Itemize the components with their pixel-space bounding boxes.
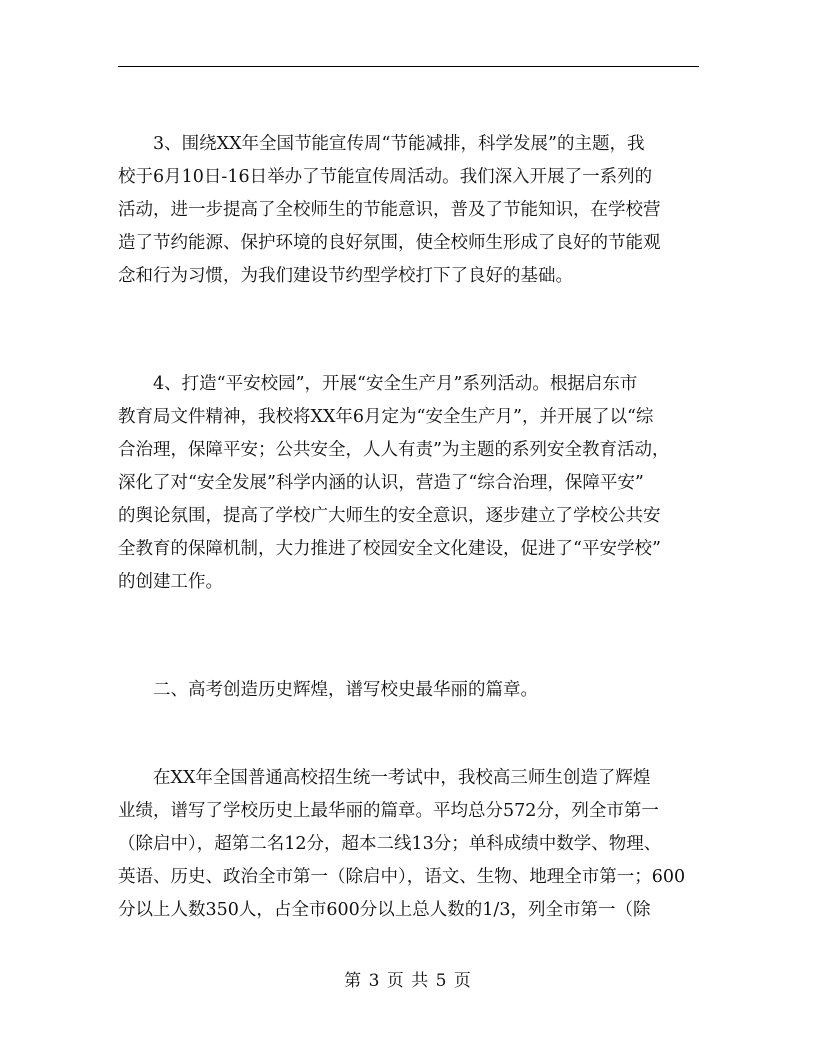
paragraph-safe-campus <box>118 368 700 599</box>
paragraph-gaokao <box>118 762 700 927</box>
text-line: 在XX年全国普通高校招生统一考试中，我校高三师生创造了辉煌 <box>118 768 651 788</box>
text-line: 校于6月10日-16日举办了节能宣传周活动。我们深入开展了一系列的 <box>118 167 653 187</box>
header-rule <box>118 66 699 67</box>
text-line: 造了节约能源、保护环境的良好氛围，使全校师生形成了良好的节能观 <box>118 233 661 253</box>
text-line: 的舆论氛围，提高了学校广大师生的安全意识，逐步建立了学校公共安 <box>118 506 661 526</box>
text-line: （除启中），超第二名12分，超本二线13分；单科成绩中数学、物理、 <box>118 834 662 854</box>
text-line: 教育局文件精神，我校将XX年6月定为“安全生产月”，并开展了以“综 <box>118 407 654 427</box>
text-line: 的创建工作。 <box>118 572 223 592</box>
text-line: 深化了对“安全发展”科学内涵的认识，营造了“综合治理，保障平安” <box>118 473 644 493</box>
text-line: 活动，进一步提高了全校师生的节能意识，普及了节能知识，在学校营 <box>118 200 661 220</box>
text-line: 二、高考创造历史辉煌，谱写校史最华丽的篇章。 <box>118 680 538 700</box>
text-line: 合治理，保障平安；公共安全，人人有责”为主题的系列安全教育活动， <box>118 440 670 460</box>
text-line: 3、围绕XX年全国节能宣传周“节能减排，科学发展”的主题，我 <box>118 134 645 154</box>
section-heading <box>118 674 700 707</box>
text-line: 4、打造“平安校园”，开展“安全生产月”系列活动。根据启东市 <box>118 374 638 394</box>
text-line: 分以上人数350人，占全市600分以上总人数的1/3，列全市第一（除 <box>118 900 651 920</box>
paragraph-energy-week <box>118 128 700 293</box>
text-line: 业绩，谱写了学校历史上最华丽的篇章。平均总分572分，列全市第一 <box>118 801 659 821</box>
text-line: 英语、历史、政治全市第一（除启中），语文、生物、地理全市第一；600 <box>118 867 686 887</box>
page-footer: 第 3 页 共 5 页 <box>344 971 472 991</box>
text-line: 念和行为习惯，为我们建设节约型学校打下了良好的基础。 <box>118 266 573 286</box>
text-line: 全教育的保障机制，大力推进了校园安全文化建设，促进了“平安学校” <box>118 539 661 559</box>
